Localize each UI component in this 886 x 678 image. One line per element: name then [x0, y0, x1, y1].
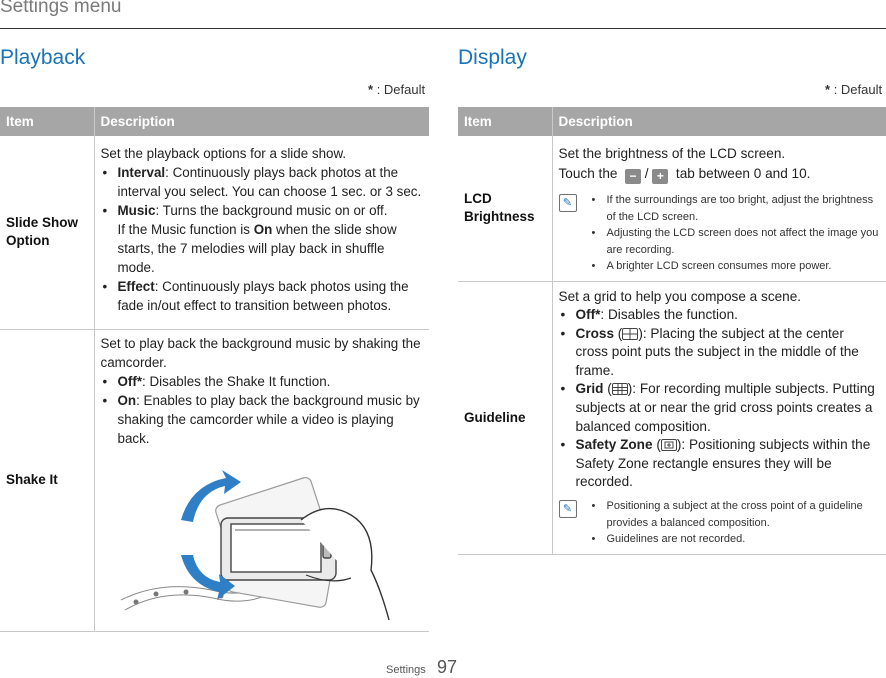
- list-item: • Safety Zone ( ): Positioning subjects within the Safety Zone rectangle ensures they will be recorded.: [559, 436, 881, 492]
- column-header-description: Description: [94, 107, 429, 136]
- playback-table: [0, 107, 429, 632]
- list-item: • Interval: Continuously plays back photos at the interval you select. You can choose 1 sec. or 3 sec.: [101, 163, 424, 201]
- slide-show-option-item: Slide Show Option: [0, 136, 94, 329]
- table-row: [0, 136, 429, 329]
- safety-zone-guideline-icon: [661, 439, 677, 451]
- table-row: [0, 329, 429, 631]
- note-pencil-icon: ✎: [559, 500, 577, 518]
- grid-guideline-icon: [612, 383, 628, 395]
- shake-camcorder-illustration: [101, 460, 401, 625]
- guideline-item: Guideline: [458, 281, 552, 554]
- table-row: [458, 136, 886, 281]
- note-box: [559, 498, 881, 548]
- display-table: [458, 107, 886, 555]
- list-item: • If the surroundings are too bright, adjust the brightness of the LCD screen.: [591, 192, 881, 225]
- list-item: • Off*: Disables the function.: [559, 306, 881, 325]
- title-divider: [0, 28, 886, 29]
- shake-it-description: Set to play back the background music by shaking the camcorder. • Off*: Disables the Shake It function. • On: Enables to play back the background music by shaking the camcorder while a video is playing back.: [94, 329, 429, 631]
- list-item: • Effect: Continuously plays back photos using the fade in/out effect to transition between photos.: [101, 277, 424, 315]
- list-item: • Grid ( ): For recording multiple subjects. Putting subjects at or near the grid cross points creates a balanced composition.: [559, 380, 881, 436]
- lcd-brightness-description: Set the brightness of the LCD screen. Touch the − / + tab between 0 and 10. ✎ • If the surroundings are too bright, adjust the brightness of the LCD screen. • Adjusting the LCD screen does not affect the image you are recording. • A brighter LCD screen consumes more power.: [552, 136, 886, 281]
- table-header-row: [0, 107, 429, 136]
- list-item: • Positioning a subject at the cross point of a guideline provides a balanced composition.: [591, 498, 881, 531]
- list-item: • Adjusting the LCD screen does not affect the image you are recording.: [591, 225, 881, 258]
- minus-icon: −: [625, 169, 641, 184]
- lcd-brightness-item: LCD Brightness: [458, 136, 552, 281]
- cross-guideline-icon: [622, 328, 638, 340]
- column-header-description: Description: [552, 107, 886, 136]
- list-item: • A brighter LCD screen consumes more power.: [591, 258, 881, 275]
- list-item: • On: Enables to play back the background music by shaking the camcorder while a video is playing back.: [101, 391, 424, 448]
- guideline-description: Set a grid to help you compose a scene. • Off*: Disables the function. • Cross ( ): Placing the subject at the center cross point puts the subject in the middle of the frame. • Grid ( ): For recording multiple subjects. Putting subjects at or near the grid cross points creates a balanced composition. • Safety Zone ( ): Positioning subjects within the Safety Zone rectangle ensures they will be recorded. ✎ • Positioning a subject at the cross point of a guideline provides a balanced composition. • Guidelines are not recorded.: [552, 281, 886, 554]
- note-box: [559, 192, 881, 275]
- display-heading: Display: [458, 46, 527, 69]
- page-title: Settings menu: [0, 0, 122, 17]
- note-pencil-icon: ✎: [559, 194, 577, 212]
- page-number: 97: [437, 657, 458, 677]
- table-header-row: [458, 107, 886, 136]
- display-default-note: * : Default: [825, 82, 883, 97]
- list-item: • Cross ( ): Placing the subject at the center cross point puts the subject in the middle of the frame.: [559, 325, 881, 381]
- footer-section-label: Settings: [386, 664, 426, 676]
- list-item: • Guidelines are not recorded.: [591, 531, 881, 548]
- slide-show-option-description: Set the playback options for a slide show. • Interval: Continuously plays back photos at the interval you select. You can choose 1 sec. or 3 sec. • Music: Turns the background music on or off. If the Music function is On when the slide show starts, the 7 melodies will play back in shuffle mode. • Effect: Continuously plays back photos using the fade in/out effect to transition between photos.: [94, 136, 429, 329]
- column-header-item: Item: [458, 107, 552, 136]
- list-item: • Music: Turns the background music on or off. If the Music function is On when the slide show starts, the 7 melodies will play back in shuffle mode.: [101, 201, 424, 277]
- shake-it-item: Shake It: [0, 329, 94, 631]
- column-header-item: Item: [0, 107, 94, 136]
- plus-icon: +: [652, 169, 668, 184]
- table-row: [458, 281, 886, 554]
- playback-default-note: * : Default: [368, 82, 426, 97]
- playback-heading: Playback: [0, 46, 86, 69]
- list-item: • Off*: Disables the Shake It function.: [101, 372, 424, 391]
